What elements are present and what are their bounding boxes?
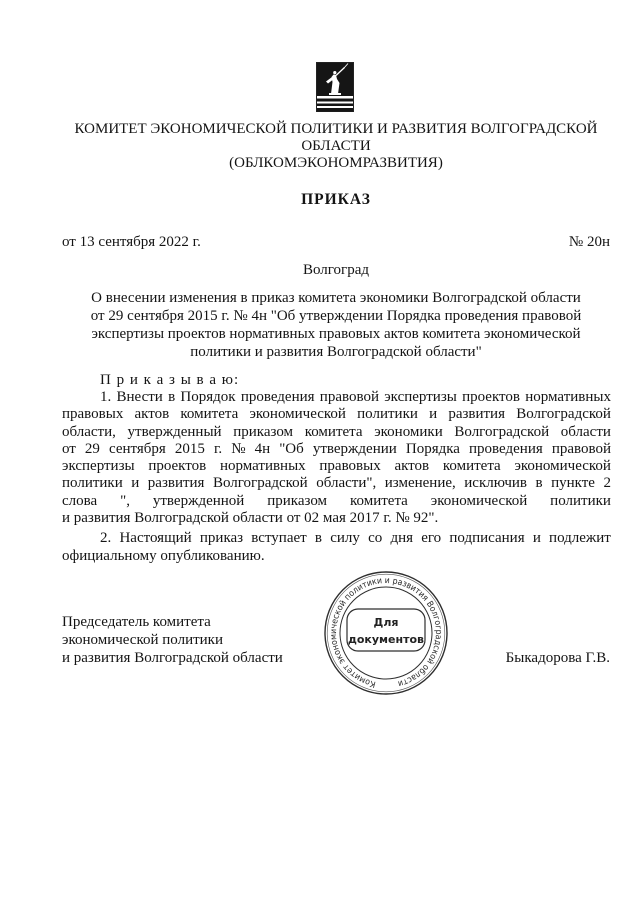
- word: проектов: [462, 389, 520, 405]
- word: силу: [330, 530, 360, 546]
- word: его: [421, 530, 442, 546]
- word: экономической: [514, 458, 611, 475]
- word: вступает: [251, 530, 307, 546]
- word: ",: [120, 492, 130, 509]
- word: экономической: [430, 492, 528, 509]
- stamp-center-line: документов: [347, 633, 425, 646]
- document-type: ПРИКАЗ: [301, 191, 371, 208]
- word: комитета: [180, 406, 239, 423]
- word: подписания: [449, 530, 525, 546]
- word: политики: [62, 475, 123, 492]
- word: Волгоградской: [454, 423, 550, 440]
- word: политики: [550, 492, 611, 509]
- word: экономической: [249, 406, 346, 423]
- word: и: [131, 475, 140, 492]
- word: Порядок: [180, 389, 236, 405]
- word: правовых: [319, 458, 381, 475]
- word: 4н: [254, 440, 271, 457]
- paragraph-line: [62, 441, 611, 458]
- paragraph-line: [62, 406, 611, 423]
- word: "Об: [279, 440, 304, 457]
- word: комитета: [304, 423, 363, 440]
- river-stripes: [317, 99, 353, 112]
- title-line: от 29 сентября 2015 г. № 4н "Об утверждении Порядка проведения правовой: [90, 308, 582, 324]
- document-date: от 13 сентября 2022 г.: [62, 234, 201, 250]
- word: утвержденный: [127, 423, 222, 440]
- word: подлежит: [549, 530, 611, 546]
- word: 1.: [100, 389, 112, 405]
- paragraph-line: [62, 389, 611, 406]
- word: и: [532, 530, 541, 546]
- stamp-ring-text-path: Комитет экономической политики и развития Волгоградской области: [328, 575, 444, 689]
- word: слова: [62, 492, 98, 509]
- header-line: (ОБЛКОМЭКОНОМРАЗВИТИЯ): [229, 155, 443, 171]
- word: проведения: [469, 440, 543, 457]
- word: Внести: [116, 389, 163, 405]
- word: нормативных: [525, 389, 611, 405]
- word: Волгоградской: [516, 406, 611, 423]
- coat-of-arms-icon: [316, 62, 354, 112]
- word: правовой: [319, 389, 379, 405]
- word: правовых: [62, 406, 124, 423]
- signatory-name: Быкадорова Г.В.: [505, 650, 610, 666]
- word: правовой: [551, 440, 611, 457]
- paragraph-line: [62, 493, 611, 510]
- organization-header: [62, 121, 610, 172]
- word: 2015: [174, 440, 205, 457]
- word: утверждении: [312, 440, 397, 457]
- word: Порядка: [405, 440, 460, 457]
- word: №: [231, 440, 246, 457]
- word: Волгоградской: [212, 475, 308, 492]
- word: приказом: [267, 492, 328, 509]
- paragraph-2: [62, 529, 611, 565]
- word: г.: [213, 440, 223, 457]
- word: изменение,: [384, 475, 456, 492]
- word: приказом: [233, 423, 294, 440]
- order-word: П р и к а з ы в а ю:: [100, 372, 240, 388]
- word: области,: [62, 423, 116, 440]
- title-line: О внесении изменения в приказ комитета экономики Волгоградской области: [91, 290, 581, 306]
- word: Настоящий: [119, 530, 192, 546]
- word: от: [62, 440, 76, 457]
- word: в: [168, 389, 176, 405]
- word: области",: [316, 475, 377, 492]
- word: области: [560, 423, 611, 440]
- title-line: политики и развития Волгоградской области": [190, 344, 482, 360]
- signatory-position-line: и развития Волгоградской области: [62, 650, 283, 666]
- word: пункте: [551, 475, 595, 492]
- word: дня: [390, 530, 414, 546]
- paragraph-line: [62, 424, 611, 441]
- paragraph-line: [62, 458, 611, 475]
- signatory-position-line: Председатель комитета: [62, 614, 211, 630]
- signatory-position: [62, 613, 283, 667]
- word: развития: [147, 475, 205, 492]
- word: 29: [84, 440, 100, 457]
- paragraph-line: [62, 475, 611, 492]
- word: экспертизы: [384, 389, 457, 405]
- word: развития: [448, 406, 505, 423]
- word: со: [368, 530, 383, 546]
- word: актов: [134, 406, 170, 423]
- word: 2: [603, 475, 611, 492]
- signatory-position-line: экономической политики: [62, 632, 224, 648]
- document-title: [62, 289, 610, 361]
- header-line: ОБЛАСТИ: [301, 138, 371, 154]
- word: экспертизы: [62, 458, 135, 475]
- document-city: Волгоград: [302, 262, 369, 278]
- word: 2.: [100, 530, 112, 546]
- word: нормативных: [219, 458, 306, 475]
- official-stamp: [320, 567, 452, 699]
- word: приказ: [199, 530, 244, 546]
- word: в: [535, 475, 543, 492]
- paragraph-line: официальному опубликованию.: [62, 548, 265, 564]
- word: утвержденной: [152, 492, 245, 509]
- paragraph-line: [62, 529, 611, 547]
- header-line: КОМИТЕТ ЭКОНОМИЧЕСКОЙ ПОЛИТИКИ И РАЗВИТИЯ ВОЛГОГРАДСКОЙ: [74, 121, 598, 137]
- word: сентября: [108, 440, 166, 457]
- word: экономики: [374, 423, 443, 440]
- title-line: экспертизы проектов нормативных правовых актов комитета экономической: [91, 326, 581, 342]
- word: комитета: [349, 492, 408, 509]
- word: проектов: [148, 458, 207, 475]
- word: и: [429, 406, 438, 423]
- paragraph-1: [62, 389, 611, 527]
- paragraph-line: и развития Волгоградской области от 02 мая 2017 г. № 92".: [62, 510, 439, 527]
- document-number: № 20н: [568, 234, 610, 250]
- word: проведения: [240, 389, 315, 405]
- word: в: [314, 530, 323, 546]
- word: комитета: [442, 458, 501, 475]
- word: актов: [394, 458, 430, 475]
- word: исключив: [464, 475, 528, 492]
- stamp-center-line: Для: [373, 616, 399, 629]
- date-number-row: [62, 233, 610, 251]
- word: политики: [357, 406, 418, 423]
